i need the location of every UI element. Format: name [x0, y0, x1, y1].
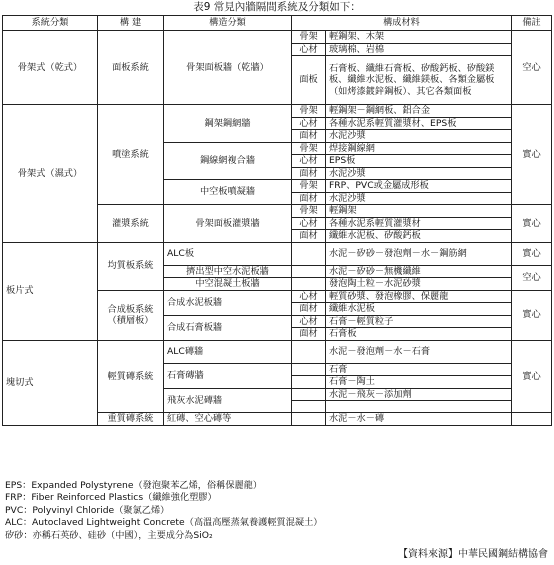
material-cell: 水泥－水－磚: [326, 413, 512, 426]
material-cell: 石膏－輕質粒子: [326, 315, 512, 328]
material-cell: 焊接鋼線網: [326, 142, 512, 155]
structure-cell: 飛灰水泥磚牆: [164, 388, 292, 413]
note-line: ALC：Autoclaved Lightweight Concrete（高溫高壓蒸氣養護輕質混凝土）: [5, 517, 323, 529]
material-cell: EPS板: [326, 155, 512, 168]
part-cell: 心材: [292, 43, 326, 56]
material-cell: 輕質砂漿、發泡橡膠、保麗龍: [326, 290, 512, 303]
structure-cell: 骨架面板灌漿牆: [164, 205, 292, 243]
structure-cell: 中空板噴凝牆: [164, 180, 292, 205]
part-cell: 面材: [292, 230, 326, 243]
note-line: EPS：Expanded Polystyrene（發泡聚苯乙烯，俗稱保麗龍）: [5, 480, 263, 491]
material-cell: FRP、PVC或金屬成形板: [326, 180, 512, 193]
material-cell: 輕鋼架: [326, 205, 512, 218]
structure-cell: 紅磚、空心磚等: [164, 413, 292, 426]
system-cell: 板片式: [3, 242, 98, 340]
note-cell: 空心: [512, 31, 552, 105]
note-cell: 空心: [512, 265, 552, 290]
note-cell: 實心: [512, 242, 552, 265]
build-cell: 噴塗系統: [98, 105, 164, 205]
material-cell: 水泥－矽砂－發泡劑－水－鋼筋網: [326, 242, 512, 265]
structure-cell: 合成石膏板牆: [164, 315, 292, 340]
material-cell: 水泥－飛灰－添加劑: [326, 388, 512, 401]
material-cell: 石膏板: [326, 328, 512, 341]
part-cell: 面材: [292, 167, 326, 180]
header-structure: 構造分類: [164, 16, 292, 31]
header-materials: 構成材料: [292, 16, 512, 31]
material-cell: 水泥沙漿: [326, 130, 512, 143]
structure-cell: ALC磚牆: [164, 340, 292, 363]
part-cell: 面材: [292, 192, 326, 205]
table-caption: 表9 常見內牆隔間系統及分類如下：: [193, 1, 361, 13]
structure-cell: 鋼架鋼網牆: [164, 105, 292, 143]
source-credit: 【資料來源】中華民國鋼結構協會: [398, 549, 548, 560]
material-cell: 各種水泥系輕質灌漿材、EPS板: [326, 117, 512, 130]
part-cell: 骨架: [292, 142, 326, 155]
table-header-row: [3, 16, 552, 31]
header-build: 構 建: [98, 16, 164, 31]
part-cell: 骨架: [292, 205, 326, 218]
system-cell: 骨架式（乾式）: [3, 31, 98, 105]
note-line: FRP：Fiber Reinforced Plastics（纖維強化塑膠）: [5, 492, 217, 504]
note-cell: 實心: [512, 340, 552, 413]
part-cell: 心材: [292, 290, 326, 303]
part-cell: 面材: [292, 303, 326, 316]
build-cell: 面板系統: [98, 31, 164, 105]
header-system: 系統分類: [3, 16, 98, 31]
material-cell: 各種水泥系輕質灌漿材: [326, 217, 512, 230]
part-cell: 骨架: [292, 31, 326, 44]
material-cell: 水泥沙漿: [326, 167, 512, 180]
structure-cell: 鋼線網複合牆: [164, 142, 292, 180]
system-cell: 骨架式（濕式）: [3, 105, 98, 243]
part-cell: 面板: [292, 56, 326, 105]
part-cell: 面材: [292, 130, 326, 143]
structure-cell: 骨架面板牆（乾牆）: [164, 31, 292, 105]
note-line: PVC：Polyvinyl Chloride（聚氯乙烯）: [5, 504, 170, 516]
partition-systems-table: [2, 15, 552, 426]
note-cell: 實心: [512, 205, 552, 243]
abbreviation-notes: [5, 480, 545, 542]
material-cell: 石膏－陶土: [326, 376, 512, 389]
material-cell: 纖維水泥板: [326, 303, 512, 316]
structure-cell: 擠出型中空水泥板牆: [164, 265, 292, 278]
structure-cell: ALC板: [164, 242, 292, 265]
build-cell: 合成板系統（積層板）: [98, 290, 164, 340]
note-cell: 實心: [512, 290, 552, 340]
part-cell: 心材: [292, 155, 326, 168]
structure-cell: 石膏磚牆: [164, 363, 292, 388]
structure-cell: 合成水泥板牆: [164, 290, 292, 315]
part-cell: 面材: [292, 328, 326, 341]
material-cell: 水泥－矽砂－無機纖維: [326, 265, 512, 278]
part-cell: 心材: [292, 315, 326, 328]
build-cell: 輕質磚系統: [98, 340, 164, 413]
part-cell: 骨架: [292, 105, 326, 118]
header-note: 備註: [512, 16, 552, 31]
table-row: [3, 31, 552, 44]
note-cell: 實心: [512, 105, 552, 205]
part-cell: 心材: [292, 217, 326, 230]
system-cell: 塊切式: [3, 340, 98, 425]
material-cell: 石膏: [326, 363, 512, 376]
note-line: 矽砂：亦稱石英砂、硅砂（中國），主要成分為SiO₂: [5, 529, 213, 541]
build-cell: 重質磚系統: [98, 413, 164, 426]
part-cell: 骨架: [292, 180, 326, 193]
material-cell: 輕鋼架、木架: [326, 31, 512, 44]
table-row: [3, 105, 552, 118]
material-cell: 發泡陶土粒－水泥砂漿: [326, 278, 512, 291]
material-cell: 玻璃棉、岩棉: [326, 43, 512, 56]
material-cell: 水泥沙漿: [326, 192, 512, 205]
material-cell: 水泥－發泡劑－水－石膏: [326, 340, 512, 363]
material-cell: 輕鋼架－鋼網板、鋁合金: [326, 105, 512, 118]
build-cell: 均質板系統: [98, 242, 164, 290]
structure-cell: 中空混凝土板牆: [164, 278, 292, 291]
material-cell: 纖維水泥板、矽酸鈣板: [326, 230, 512, 243]
part-cell: 心材: [292, 117, 326, 130]
material-cell: 石膏板、纖維石膏板、矽酸鈣板、矽酸鎂板、纖維水泥板、纖維鎂板、各類金屬板（如烤漆鍍鋅鋼板）、其它各類面板: [326, 56, 512, 105]
build-cell: 灌漿系統: [98, 205, 164, 243]
